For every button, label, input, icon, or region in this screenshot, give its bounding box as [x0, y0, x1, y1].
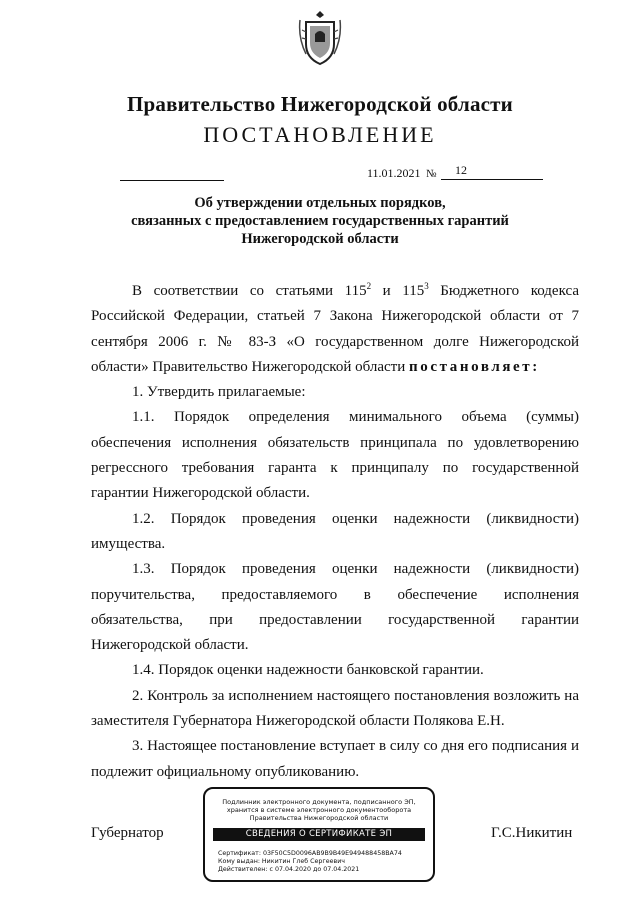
- certificate-number: Сертификат: 03F50C5D0096AB9B9B49E949488458BA74: [218, 850, 402, 857]
- preamble-text: Бюджетного кодекса Российской Федерации, статьей 7 Закона Нижегородской области от 7 сентября 2006 г. № 83-З «О государственном долге Нижегородской области» Правительство Нижегородской области: [91, 283, 579, 375]
- certificate-validity: Действителен: с 07.04.2020 до 07.04.2021: [218, 866, 360, 873]
- signatory-name: Г.С.Никитин: [491, 825, 573, 841]
- government-name: Правительство Нижегородской области: [127, 92, 513, 116]
- stamp-line: Правительства Нижегородской области: [249, 814, 389, 822]
- paragraph-1: 1. Утвердить прилагаемые:: [132, 384, 306, 401]
- paragraph-1-4: 1.4. Порядок оценки надежности банковской гарантии.: [132, 662, 484, 679]
- stamp-line: хранится в системе электронного документооборота: [226, 806, 412, 814]
- title-line: Нижегородской области: [241, 231, 399, 247]
- number-label: №: [426, 168, 437, 180]
- paragraph-1-1: 1.1. Порядок определения минимального объема (суммы) обеспечения исполнения обязательств принципала по удовлетворению регрессного требования гаранта к принципалу по государственной гарантии Нижегородской области.: [91, 409, 579, 502]
- title-line: связанных с предоставлением государственных гарантий: [131, 213, 509, 229]
- paragraph-1-2: 1.2. Порядок проведения оценки надежности (ликвидности) имущества.: [91, 510, 579, 552]
- certificate-owner: Кому выдан: Никитин Глеб Сергеевич: [218, 858, 346, 865]
- title-line: Об утверждении отдельных порядков,: [194, 195, 446, 211]
- preamble-text: и 115: [371, 283, 425, 299]
- document-type: ПОСТАНОВЛЕНИЕ: [203, 122, 437, 147]
- paragraph-1-3: 1.3. Порядок проведения оценки надежности (ликвидности) поручительства, предоставляемого в обеспечение исполнения обязательства, при предоставлении государственной гарантии Нижегородской области.: [91, 561, 579, 654]
- preamble-text: В соответствии со статьями 115: [132, 283, 367, 299]
- coat-of-arms-icon: [298, 8, 342, 70]
- stamp-line: Подлинник электронного документа, подписанного ЭП,: [222, 798, 416, 806]
- stamp-title-bar: СВЕДЕНИЯ О СЕРТИФИКАТЕ ЭП: [213, 828, 425, 841]
- superscript: 3: [424, 281, 429, 291]
- electronic-signature-stamp: [203, 787, 435, 882]
- document-body: [91, 279, 579, 785]
- document-date: 11.01.2021: [367, 166, 421, 180]
- resolves-word: постановляет:: [409, 358, 540, 375]
- document-number: 12: [441, 163, 543, 180]
- paragraph-2: 2. Контроль за исполнением настоящего постановления возложить на заместителя Губернатора Нижегородской области Полякова Е.Н.: [91, 687, 579, 730]
- stamp-header: [205, 798, 433, 822]
- document-title: [0, 194, 640, 248]
- paragraph-3: 3. Настоящее постановление вступает в силу со дня его подписания и подлежит официальному опубликованию.: [91, 738, 579, 780]
- signatory-position: Губернатор: [91, 825, 164, 841]
- stamp-certificate-info: [218, 850, 433, 874]
- blank-line: [120, 180, 224, 181]
- preamble-paragraph: [91, 279, 579, 380]
- superscript: 2: [366, 281, 372, 291]
